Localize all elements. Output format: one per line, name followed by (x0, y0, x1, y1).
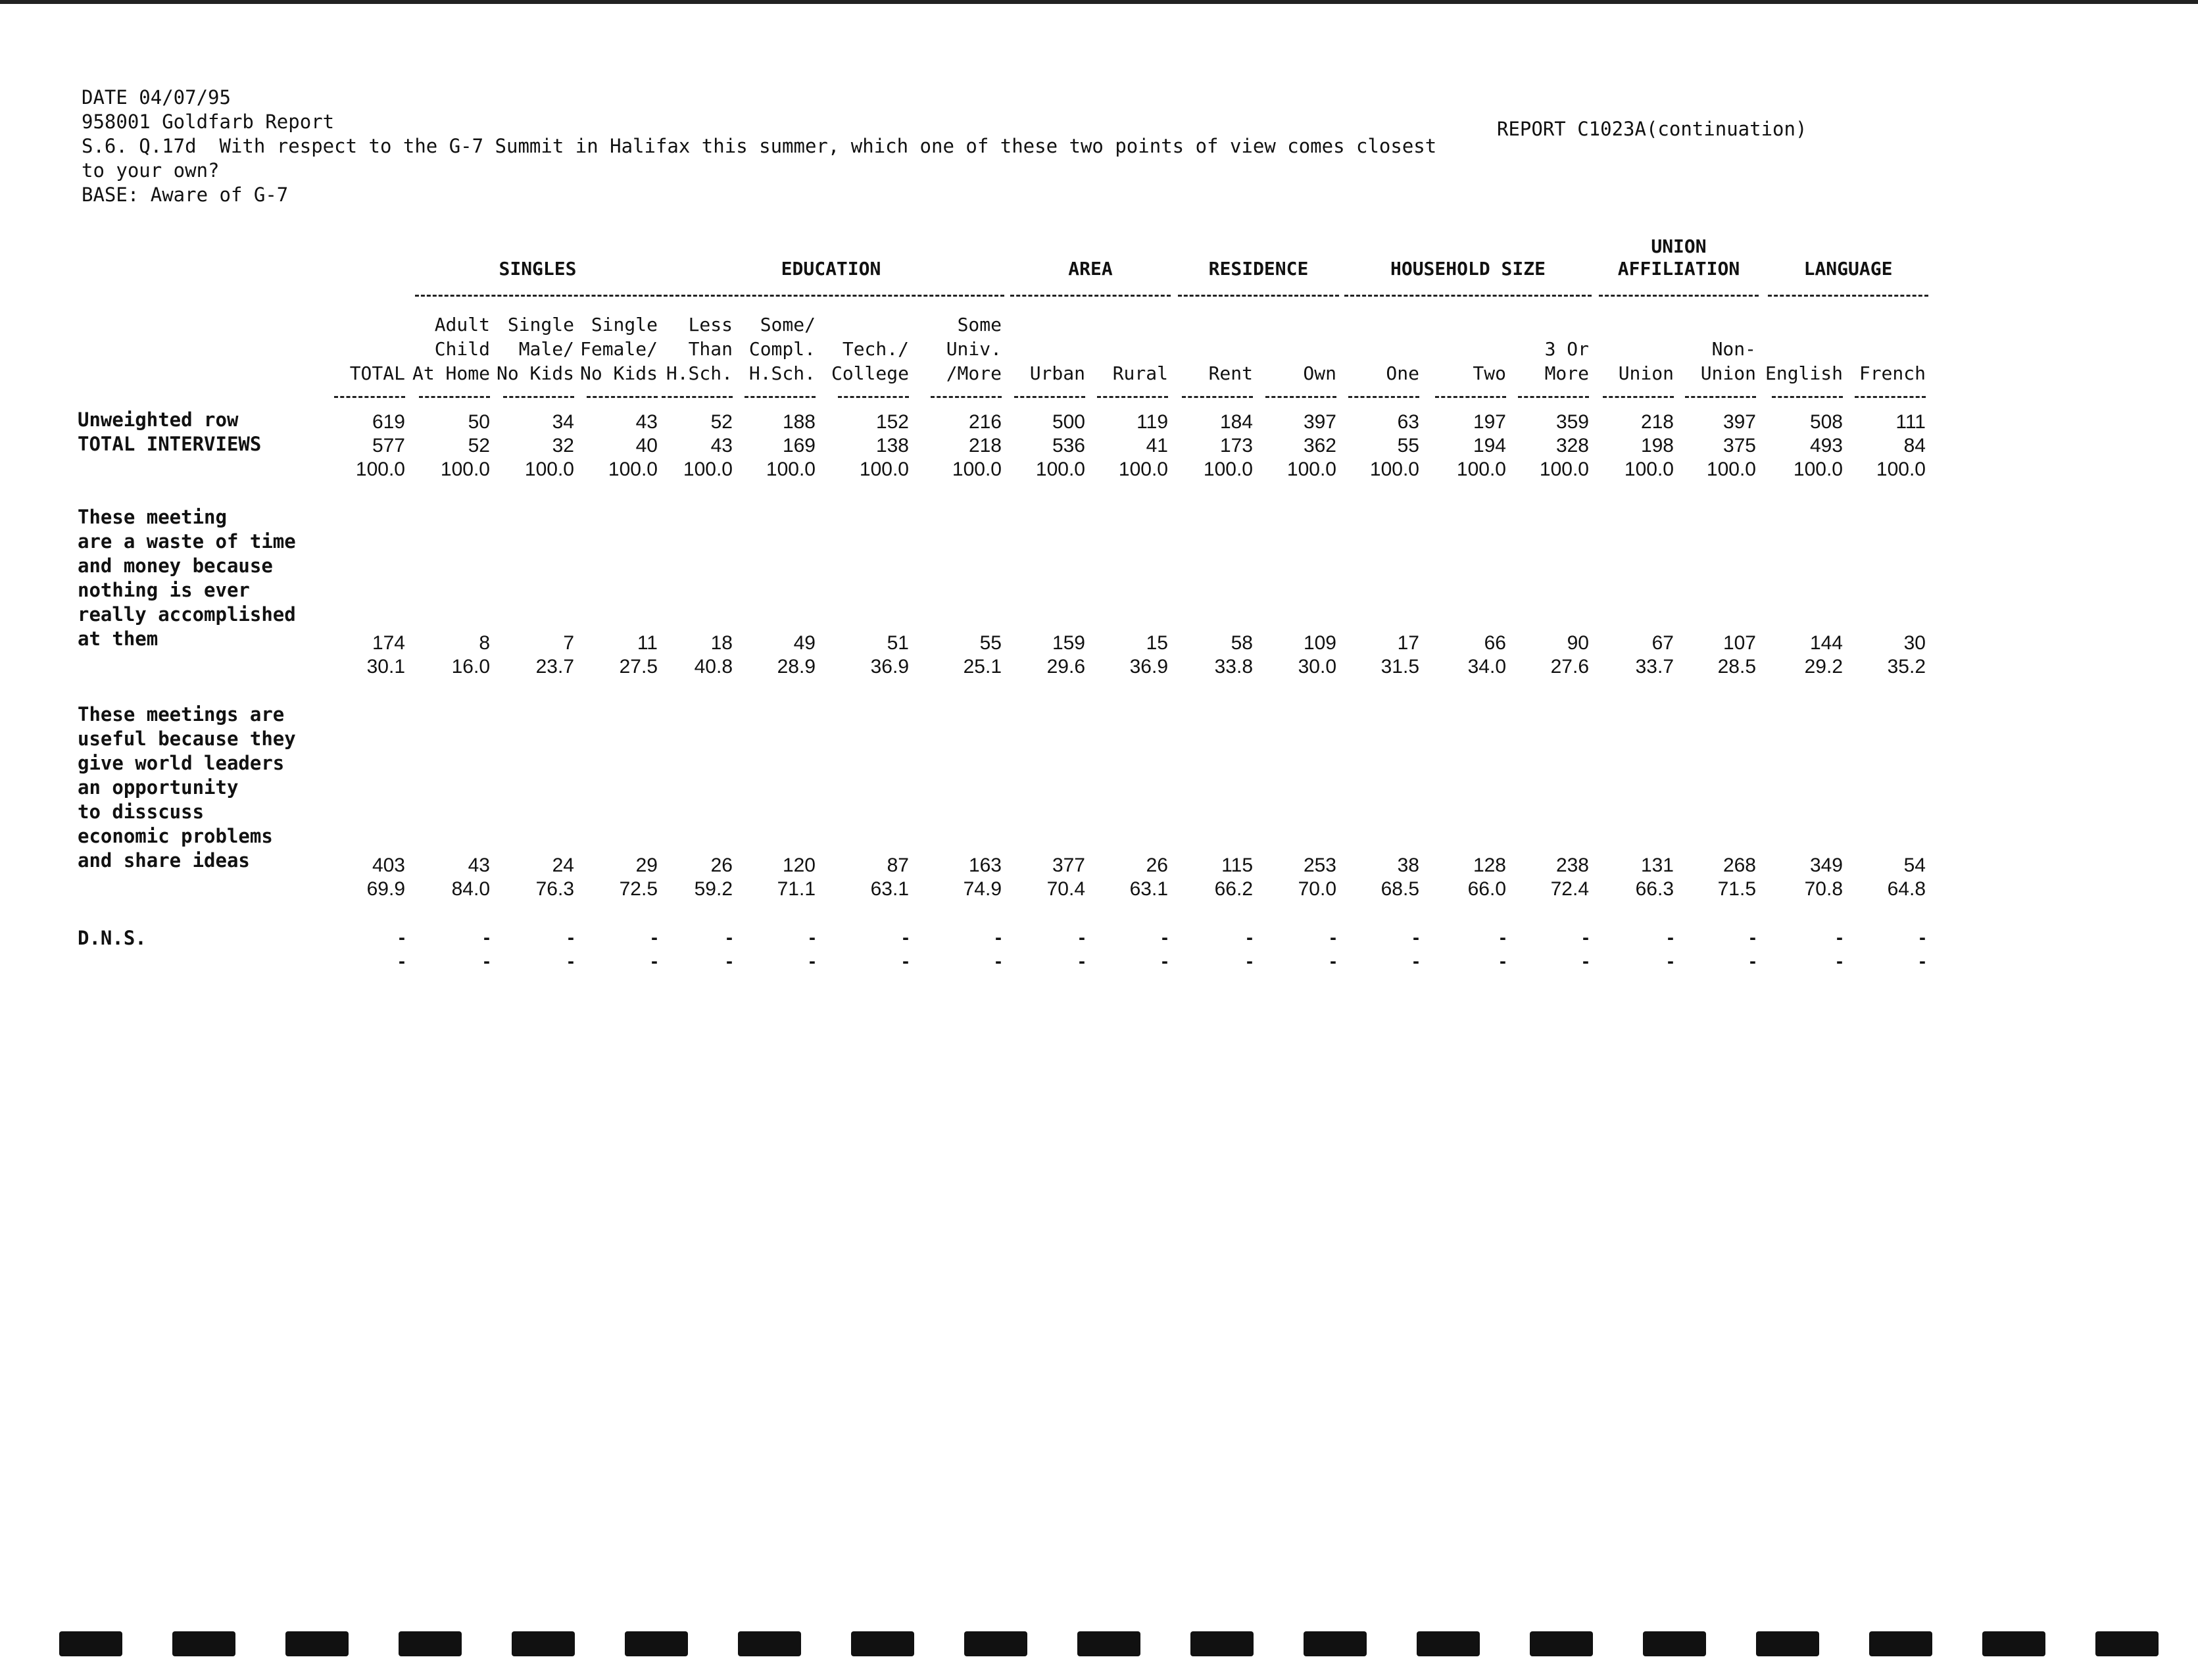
table-cell: 43 (468, 854, 490, 876)
feed-hole (1077, 1631, 1140, 1656)
table-cell: 41 (1146, 435, 1168, 457)
table-cell: 362 (1303, 435, 1336, 457)
table-cell: 144 (1809, 632, 1843, 654)
report-id: REPORT C1023A(continuation) (1497, 118, 1807, 140)
feed-hole (399, 1631, 462, 1656)
column-header-underline (587, 396, 658, 398)
table-cell: 43 (710, 435, 733, 457)
column-header-underline (1348, 396, 1419, 398)
table-cell: 169 (782, 435, 816, 457)
feed-hole (2095, 1631, 2159, 1656)
table-cell: 100.0 (1369, 458, 1419, 480)
table-cell: 29.6 (1046, 656, 1085, 678)
column-header-underline (1014, 396, 1085, 398)
table-cell-empty: - (1749, 927, 1756, 949)
table-cell: 100.0 (1203, 458, 1253, 480)
table-cell: 59.2 (694, 878, 733, 900)
group-header-underline (415, 295, 660, 297)
table-cell: 36.9 (870, 656, 909, 678)
feed-hole (512, 1631, 575, 1656)
group-header-underline (1010, 295, 1171, 297)
table-cell: 100.0 (1035, 458, 1085, 480)
table-cell: 66 (1484, 632, 1506, 654)
table-cell: 55 (979, 632, 1002, 654)
table-cell: 72.4 (1550, 878, 1589, 900)
column-header-underline (838, 396, 909, 398)
feed-hole (1530, 1631, 1593, 1656)
table-cell-empty: - (726, 927, 733, 949)
table-cell: 55 (1397, 435, 1419, 457)
table-cell: 76.3 (535, 878, 574, 900)
row-label: These meetings are useful because they give world leaders an opportunity to disscuss economic problems and share ideas (78, 703, 296, 872)
table-cell: 64.8 (1887, 878, 1926, 900)
table-cell: 152 (875, 411, 909, 433)
column-header: Single Female/ No Kids (579, 314, 658, 384)
table-cell: 15 (1146, 632, 1168, 654)
table-cell: 403 (372, 854, 405, 876)
table-cell: 50 (468, 411, 490, 433)
table-cell: 619 (372, 411, 405, 433)
table-cell: 216 (968, 411, 1002, 433)
table-cell: 100.0 (683, 458, 733, 480)
column-header: Single Male/ No Kids (496, 314, 574, 384)
table-cell: 128 (1473, 854, 1506, 876)
table-cell: 508 (1809, 411, 1843, 433)
table-cell: 328 (1555, 435, 1589, 457)
table-cell: 32 (552, 435, 574, 457)
table-cell: 100.0 (524, 458, 574, 480)
table-cell-empty: - (1500, 951, 1506, 972)
column-header: Rural (1112, 362, 1168, 384)
table-cell: 100.0 (608, 458, 658, 480)
table-cell: 138 (875, 435, 909, 457)
table-cell: 100.0 (859, 458, 909, 480)
table-cell: 36.9 (1129, 656, 1168, 678)
table-cell: 54 (1903, 854, 1926, 876)
table-cell: 109 (1303, 632, 1336, 654)
table-cell: 66.0 (1467, 878, 1506, 900)
group-header-underline (1768, 295, 1928, 297)
table-cell: 111 (1895, 411, 1926, 433)
table-cell: 218 (968, 435, 1002, 457)
table-cell: 100.0 (1118, 458, 1168, 480)
group-header: LANGUAGE (1803, 258, 1893, 280)
column-header: Adult Child At Home (412, 314, 490, 384)
header-line: S.6. Q.17d With respect to the G-7 Summit in Halifax this summer, which one of these two points of view comes closest (82, 135, 1437, 157)
table-cell-empty: - (1749, 951, 1756, 972)
table-cell: 100.0 (1624, 458, 1674, 480)
column-header-underline (1685, 396, 1756, 398)
table-cell: 25.1 (963, 656, 1002, 678)
header-line: BASE: Aware of G-7 (82, 184, 289, 206)
table-cell: 11 (637, 632, 658, 654)
table-cell: 194 (1473, 435, 1506, 457)
column-header-underline (1435, 396, 1506, 398)
table-cell: 253 (1303, 854, 1336, 876)
column-header: TOTAL (349, 362, 405, 384)
table-cell-empty: - (483, 927, 490, 949)
column-header-underline (745, 396, 816, 398)
table-cell-empty: - (399, 951, 405, 972)
table-cell: 397 (1722, 411, 1756, 433)
feed-hole (1869, 1631, 1932, 1656)
table-cell: 33.8 (1214, 656, 1253, 678)
column-header: Two (1473, 362, 1506, 384)
table-cell: 100.0 (1456, 458, 1506, 480)
table-cell-empty: - (902, 951, 909, 972)
table-cell: 349 (1809, 854, 1843, 876)
table-cell: 100.0 (355, 458, 405, 480)
table-cell-empty: - (651, 951, 658, 972)
group-header: AREA (1068, 258, 1113, 280)
table-cell: 66.3 (1635, 878, 1674, 900)
table-cell: 28.9 (777, 656, 816, 678)
table-cell: 100.0 (1793, 458, 1843, 480)
table-cell: 40 (635, 435, 658, 457)
table-cell-empty: - (1919, 951, 1926, 972)
table-cell: 163 (968, 854, 1002, 876)
table-cell: 70.8 (1804, 878, 1843, 900)
table-cell-empty: - (483, 951, 490, 972)
page-top-border (0, 0, 2198, 4)
table-cell: 30 (1903, 632, 1926, 654)
column-header: French (1859, 362, 1926, 384)
column-header-underline (503, 396, 574, 398)
column-header: Non- Union (1700, 338, 1756, 384)
table-cell: 38 (1397, 854, 1419, 876)
table-cell: 27.6 (1550, 656, 1589, 678)
table-cell: 72.5 (619, 878, 658, 900)
table-cell: 28.5 (1717, 656, 1756, 678)
table-cell: 188 (782, 411, 816, 433)
table-cell-empty: - (726, 951, 733, 972)
table-cell-empty: - (1836, 927, 1843, 949)
group-header-underline (1599, 295, 1759, 297)
table-cell-empty: - (1919, 927, 1926, 949)
table-cell: 375 (1722, 435, 1756, 457)
table-cell: 536 (1052, 435, 1085, 457)
feed-hole (964, 1631, 1027, 1656)
table-cell: 100.0 (1539, 458, 1589, 480)
table-cell: 69.9 (366, 878, 405, 900)
table-cell: 198 (1640, 435, 1674, 457)
table-cell-empty: - (1330, 951, 1336, 972)
table-cell: 577 (372, 435, 405, 457)
table-cell: 52 (710, 411, 733, 433)
table-cell-empty: - (809, 951, 816, 972)
table-cell-empty: - (1582, 927, 1589, 949)
column-header-underline (334, 396, 405, 398)
column-header-underline (1097, 396, 1168, 398)
table-cell: 58 (1231, 632, 1253, 654)
column-header: Own (1303, 362, 1336, 384)
table-cell-empty: - (1582, 951, 1589, 972)
table-cell: 119 (1136, 411, 1168, 433)
table-cell-empty: - (1413, 927, 1419, 949)
feed-hole (851, 1631, 914, 1656)
table-cell: 40.8 (694, 656, 733, 678)
table-cell: 70.4 (1046, 878, 1085, 900)
column-header: Urban (1029, 362, 1085, 384)
table-cell: 17 (1397, 632, 1419, 654)
table-cell: 131 (1640, 854, 1674, 876)
column-header: Some/ Compl. H.Sch. (748, 314, 816, 384)
row-label: Unweighted row TOTAL INTERVIEWS (78, 408, 262, 455)
table-cell-empty: - (1836, 951, 1843, 972)
table-cell: 159 (1052, 632, 1085, 654)
table-cell: 115 (1221, 854, 1253, 876)
feed-hole (738, 1631, 801, 1656)
table-cell: 27.5 (619, 656, 658, 678)
table-cell: 377 (1052, 854, 1085, 876)
feed-hole (1304, 1631, 1367, 1656)
feed-hole (625, 1631, 688, 1656)
feed-hole (285, 1631, 349, 1656)
table-cell: 63.1 (1129, 878, 1168, 900)
table-cell: 31.5 (1380, 656, 1419, 678)
group-header: UNION AFFILIATION (1617, 235, 1740, 280)
table-cell: 34 (552, 411, 574, 433)
table-cell: 173 (1219, 435, 1253, 457)
table-cell-empty: - (1246, 927, 1253, 949)
feed-hole (1417, 1631, 1480, 1656)
table-cell-empty: - (1161, 927, 1168, 949)
column-header-underline (931, 396, 1002, 398)
table-cell: 100.0 (1876, 458, 1926, 480)
table-cell-empty: - (399, 927, 405, 949)
table-cell: 35.2 (1887, 656, 1926, 678)
table-cell-empty: - (1413, 951, 1419, 972)
column-header: 3 Or More (1544, 338, 1589, 384)
table-cell: 33.7 (1635, 656, 1674, 678)
table-cell: 16.0 (451, 656, 490, 678)
column-header: English (1765, 362, 1843, 384)
table-cell: 359 (1555, 411, 1589, 433)
column-header-underline (1518, 396, 1589, 398)
group-header: SINGLES (499, 258, 577, 280)
table-cell: 34.0 (1467, 656, 1506, 678)
table-cell: 174 (372, 632, 405, 654)
table-cell: 90 (1567, 632, 1589, 654)
group-header-underline (1344, 295, 1592, 297)
table-cell: 67 (1651, 632, 1674, 654)
table-cell: 26 (1146, 854, 1168, 876)
table-cell-empty: - (1246, 951, 1253, 972)
table-cell: 49 (793, 632, 816, 654)
table-cell: 63.1 (870, 878, 909, 900)
table-cell: 51 (887, 632, 909, 654)
group-header: HOUSEHOLD SIZE (1390, 258, 1546, 280)
column-header-underline (419, 396, 490, 398)
feed-hole (1982, 1631, 2045, 1656)
header-line: to your own? (82, 159, 220, 182)
table-cell-empty: - (1667, 927, 1674, 949)
table-cell: 24 (552, 854, 574, 876)
table-cell: 120 (782, 854, 816, 876)
feed-hole (172, 1631, 235, 1656)
table-cell: 493 (1809, 435, 1843, 457)
table-cell: 71.1 (777, 878, 816, 900)
table-cell: 66.2 (1214, 878, 1253, 900)
table-cell-empty: - (1161, 951, 1168, 972)
feed-hole (1643, 1631, 1706, 1656)
table-cell-empty: - (568, 951, 574, 972)
table-cell-empty: - (651, 927, 658, 949)
row-label: D.N.S. (78, 927, 147, 949)
table-cell: 30.1 (366, 656, 405, 678)
table-cell: 197 (1473, 411, 1506, 433)
table-cell: 70.0 (1298, 878, 1336, 900)
table-cell: 63 (1397, 411, 1419, 433)
table-cell-empty: - (995, 951, 1002, 972)
tractor-feed-holes (0, 1618, 2198, 1671)
table-cell: 84 (1903, 435, 1926, 457)
table-cell: 397 (1303, 411, 1336, 433)
column-header-underline (1772, 396, 1843, 398)
table-cell-empty: - (1500, 927, 1506, 949)
table-cell: 500 (1052, 411, 1085, 433)
column-header-underline (1182, 396, 1253, 398)
table-cell: 68.5 (1380, 878, 1419, 900)
group-header-underline (1178, 295, 1339, 297)
table-cell: 23.7 (535, 656, 574, 678)
table-cell: 100.0 (766, 458, 816, 480)
feed-hole (1190, 1631, 1254, 1656)
group-header-underline (658, 295, 1004, 297)
table-cell: 238 (1555, 854, 1589, 876)
table-cell: 84.0 (451, 878, 490, 900)
table-cell: 29 (635, 854, 658, 876)
column-header-underline (662, 396, 733, 398)
column-header: Tech./ College (831, 338, 909, 384)
table-cell: 100.0 (952, 458, 1002, 480)
table-cell: 100.0 (1706, 458, 1756, 480)
group-header: EDUCATION (781, 258, 881, 280)
table-cell: 52 (468, 435, 490, 457)
column-header-underline (1603, 396, 1674, 398)
header-line: 958001 Goldfarb Report (82, 111, 335, 133)
table-cell-empty: - (568, 927, 574, 949)
feed-hole (59, 1631, 122, 1656)
table-cell: 107 (1722, 632, 1756, 654)
table-cell: 26 (710, 854, 733, 876)
table-cell: 30.0 (1298, 656, 1336, 678)
table-cell-empty: - (1079, 927, 1085, 949)
table-cell: 29.2 (1804, 656, 1843, 678)
header-line: DATE 04/07/95 (82, 86, 231, 109)
table-cell: 100.0 (1286, 458, 1336, 480)
table-cell: 8 (479, 632, 490, 654)
column-header: One (1386, 362, 1419, 384)
table-cell: 43 (635, 411, 658, 433)
table-cell-empty: - (1079, 951, 1085, 972)
table-cell: 18 (710, 632, 733, 654)
column-header: Some Univ. /More (946, 314, 1002, 384)
table-cell-empty: - (995, 927, 1002, 949)
column-header-underline (1265, 396, 1336, 398)
table-cell-empty: - (1330, 927, 1336, 949)
table-cell-empty: - (902, 927, 909, 949)
table-cell: 268 (1722, 854, 1756, 876)
column-header: Union (1618, 362, 1674, 384)
group-header: RESIDENCE (1208, 258, 1309, 280)
table-cell: 100.0 (440, 458, 490, 480)
column-header: Rent (1208, 362, 1253, 384)
report-header (82, 86, 1436, 207)
row-label: These meeting are a waste of time and money because nothing is ever really accomplished at them (78, 506, 296, 650)
table-cell-empty: - (1667, 951, 1674, 972)
table-cell: 184 (1219, 411, 1253, 433)
table-cell: 218 (1640, 411, 1674, 433)
table-cell-empty: - (809, 927, 816, 949)
column-header: Less Than H.Sch. (666, 314, 733, 384)
table-cell: 87 (887, 854, 909, 876)
table-cell: 71.5 (1717, 878, 1756, 900)
table-cell: 7 (563, 632, 574, 654)
column-header-underline (1855, 396, 1926, 398)
table-cell: 74.9 (963, 878, 1002, 900)
feed-hole (1756, 1631, 1819, 1656)
